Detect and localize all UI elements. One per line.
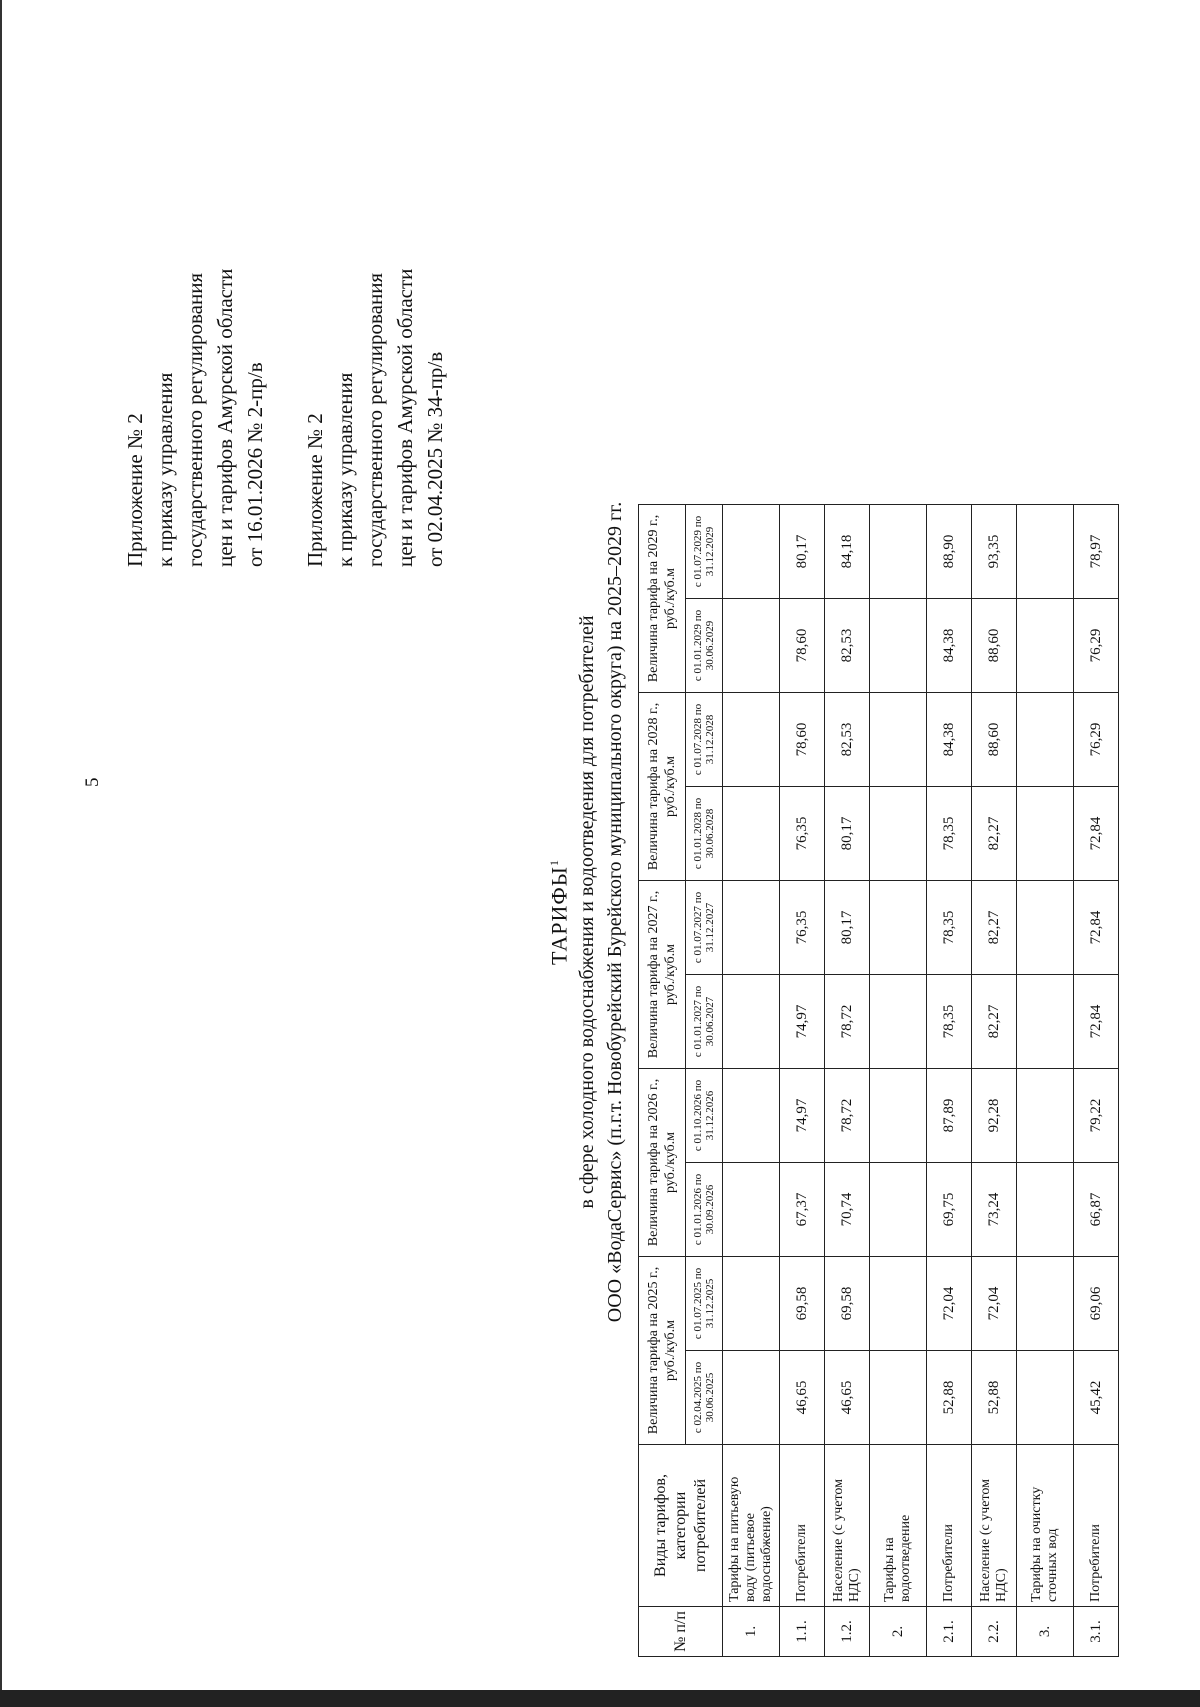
- title-block: [540, 117, 629, 1707]
- title-subtitle-1: в сфере холодного водоснабжения и водоотведения для потребителей: [576, 615, 599, 1209]
- appendix-block-1: [120, 269, 270, 567]
- header-period: с 02.04.2025 по 30.06.2025: [686, 1351, 723, 1445]
- tariff-value-cell: [1017, 1351, 1074, 1445]
- appendix-1-line: к приказу управления: [153, 372, 177, 567]
- header-year-2025: Величина тарифа на 2025 г., руб./куб.м: [639, 1257, 686, 1445]
- appendix-1-line: от 16.01.2026 № 2-пр/в: [243, 362, 267, 567]
- tariff-value-cell: 74,97: [780, 1069, 825, 1163]
- tariff-value-cell: [1017, 599, 1074, 693]
- tariff-value-cell: 78,60: [780, 693, 825, 787]
- tariff-value-cell: 67,37: [780, 1163, 825, 1257]
- row-category: Потребители: [780, 1445, 825, 1607]
- tariff-value-cell: [723, 1069, 780, 1163]
- tariff-value-cell: [723, 787, 780, 881]
- tariff-value-cell: 84,38: [927, 599, 972, 693]
- tariff-value-cell: [870, 1163, 927, 1257]
- tariff-value-cell: 74,97: [780, 975, 825, 1069]
- tariff-value-cell: 52,88: [972, 1351, 1017, 1445]
- header-num: № п/п: [639, 1607, 723, 1657]
- row-number: 1.1.: [780, 1607, 825, 1657]
- header-period: с 01.01.2029 по 30.06.2029: [686, 599, 723, 693]
- tariff-value-cell: [1017, 693, 1074, 787]
- row-category: Потребители: [1074, 1445, 1119, 1607]
- header-period: с 01.07.2029 по 31.12.2029: [686, 505, 723, 599]
- table-body: [723, 505, 1119, 1657]
- table-row: [825, 505, 870, 1657]
- tariff-value-cell: 78,35: [927, 975, 972, 1069]
- tariff-value-cell: 78,97: [1074, 505, 1119, 599]
- tariff-value-cell: 87,89: [927, 1069, 972, 1163]
- tariff-value-cell: 93,35: [972, 505, 1017, 599]
- tariff-value-cell: [870, 599, 927, 693]
- tariff-value-cell: 88,90: [927, 505, 972, 599]
- appendix-2-line: государственного регулирования: [363, 272, 387, 567]
- appendix-block-2: [300, 269, 450, 567]
- tariff-value-cell: 69,58: [825, 1257, 870, 1351]
- header-period: с 01.10.2026 по 31.12.2026: [686, 1069, 723, 1163]
- tariff-value-cell: 78,35: [927, 787, 972, 881]
- tariff-value-cell: 69,75: [927, 1163, 972, 1257]
- tariff-value-cell: [723, 1351, 780, 1445]
- tariff-table: [638, 504, 1119, 1657]
- header-period: с 01.07.2027 по 31.12.2027: [686, 881, 723, 975]
- header-period: с 01.01.2026 по 30.09.2026: [686, 1163, 723, 1257]
- tariff-value-cell: 72,84: [1074, 881, 1119, 975]
- tariff-value-cell: 82,53: [825, 599, 870, 693]
- tariff-value-cell: 82,53: [825, 693, 870, 787]
- tariff-value-cell: 70,74: [825, 1163, 870, 1257]
- header-year-2028: Величина тарифа на 2028 г., руб./куб.м: [639, 693, 686, 881]
- table-section-row: [1017, 505, 1074, 1657]
- row-category: Тарифы на очистку сточных вод: [1017, 1445, 1074, 1607]
- tariff-value-cell: 88,60: [972, 599, 1017, 693]
- row-number: 2.: [870, 1607, 927, 1657]
- tariff-value-cell: [723, 1257, 780, 1351]
- tariff-value-cell: 82,27: [972, 975, 1017, 1069]
- tariff-value-cell: 69,58: [780, 1257, 825, 1351]
- tariff-value-cell: 80,17: [780, 505, 825, 599]
- table-row: [1074, 505, 1119, 1657]
- tariff-value-cell: 88,60: [972, 693, 1017, 787]
- appendix-1-line: Приложение № 2: [123, 413, 147, 567]
- tariff-value-cell: 72,84: [1074, 975, 1119, 1069]
- header-period: с 01.07.2028 по 31.12.2028: [686, 693, 723, 787]
- title-subtitle-2: ООО «ВодаСервис» (п.г.т. Новобурейский Бурейского муниципального округа) на 2025–2029 гг.: [604, 501, 627, 1323]
- tariff-value-cell: [870, 1257, 927, 1351]
- tariff-value-cell: [1017, 881, 1074, 975]
- tariff-value-cell: [723, 505, 780, 599]
- tariff-value-cell: 80,17: [825, 881, 870, 975]
- header-year-2027: Величина тарифа на 2027 г., руб./куб.м: [639, 881, 686, 1069]
- title-footnote-mark: 1: [547, 859, 561, 867]
- tariff-value-cell: [1017, 787, 1074, 881]
- appendix-2-line: к приказу управления: [333, 372, 357, 567]
- tariff-value-cell: 76,35: [780, 881, 825, 975]
- tariff-value-cell: 72,84: [1074, 787, 1119, 881]
- appendix-1-line: государственного регулирования: [183, 272, 207, 567]
- tariff-value-cell: [870, 1069, 927, 1163]
- table-row: [927, 505, 972, 1657]
- tariff-value-cell: 76,35: [780, 787, 825, 881]
- tariff-value-cell: 82,27: [972, 787, 1017, 881]
- appendix-2-line: цен и тарифов Амурской области: [393, 268, 417, 567]
- tariff-value-cell: 80,17: [825, 787, 870, 881]
- appendix-1-line: цен и тарифов Амурской области: [213, 268, 237, 567]
- tariff-value-cell: 78,72: [825, 1069, 870, 1163]
- tariff-value-cell: 45,42: [1074, 1351, 1119, 1445]
- row-category: Тарифы на питьевую воду (питьевое водоснабжение): [723, 1445, 780, 1607]
- tariff-value-cell: 46,65: [825, 1351, 870, 1445]
- tariff-value-cell: 69,06: [1074, 1257, 1119, 1351]
- row-category: Потребители: [927, 1445, 972, 1607]
- tariff-value-cell: [870, 881, 927, 975]
- tariff-value-cell: 66,87: [1074, 1163, 1119, 1257]
- row-number: 3.1.: [1074, 1607, 1119, 1657]
- tariff-value-cell: [1017, 1257, 1074, 1351]
- tariff-value-cell: 52,88: [927, 1351, 972, 1445]
- appendix-2-line: Приложение № 2: [303, 413, 327, 567]
- tariff-value-cell: 46,65: [780, 1351, 825, 1445]
- row-category: Тарифы на водоотведение: [870, 1445, 927, 1607]
- tariff-value-cell: [870, 505, 927, 599]
- tariff-value-cell: [1017, 1163, 1074, 1257]
- tariff-value-cell: [870, 693, 927, 787]
- tariff-value-cell: 76,29: [1074, 693, 1119, 787]
- table-section-row: [723, 505, 780, 1657]
- title-main: ТАРИФЫ: [546, 866, 572, 965]
- row-category: Население (с учетом НДС): [825, 1445, 870, 1607]
- tariff-value-cell: [870, 787, 927, 881]
- tariff-value-cell: 78,60: [780, 599, 825, 693]
- row-number: 3.: [1017, 1607, 1074, 1657]
- tariff-value-cell: 78,35: [927, 881, 972, 975]
- tariff-value-cell: [723, 1163, 780, 1257]
- tariff-value-cell: [1017, 975, 1074, 1069]
- tariff-value-cell: 84,38: [927, 693, 972, 787]
- table-section-row: [870, 505, 927, 1657]
- document-title: [540, 117, 573, 1707]
- tariff-value-cell: 84,18: [825, 505, 870, 599]
- header-period: с 01.07.2025 по 31.12.2025: [686, 1257, 723, 1351]
- table-row: [972, 505, 1017, 1657]
- tariff-value-cell: 72,04: [972, 1257, 1017, 1351]
- tariff-value-cell: [723, 975, 780, 1069]
- tariff-value-cell: 72,04: [927, 1257, 972, 1351]
- header-year-2026: Величина тарифа на 2026 г., руб./куб.м: [639, 1069, 686, 1257]
- tariff-value-cell: [723, 599, 780, 693]
- header-year-2029: Величина тарифа на 2029 г., руб./куб.м: [639, 505, 686, 693]
- tariff-value-cell: [1017, 505, 1074, 599]
- row-number: 1.2.: [825, 1607, 870, 1657]
- tariff-value-cell: [870, 1351, 927, 1445]
- header-period: с 01.01.2027 по 30.06.2027: [686, 975, 723, 1069]
- row-number: 1.: [723, 1607, 780, 1657]
- header-period: с 01.01.2028 по 30.06.2028: [686, 787, 723, 881]
- header-category: Виды тарифов, категории потребителей: [639, 1445, 723, 1607]
- page-number: 5: [82, 777, 103, 787]
- tariff-value-cell: [723, 693, 780, 787]
- tariff-value-cell: [723, 881, 780, 975]
- tariff-value-cell: [1017, 1069, 1074, 1163]
- row-category: Население (с учетом НДС): [972, 1445, 1017, 1607]
- appendix-2-line: от 02.04.2025 № 34-пр/в: [423, 351, 447, 567]
- tariff-value-cell: 79,22: [1074, 1069, 1119, 1163]
- tariff-value-cell: [870, 975, 927, 1069]
- tariff-value-cell: 76,29: [1074, 599, 1119, 693]
- table-row: [780, 505, 825, 1657]
- tariff-value-cell: 73,24: [972, 1163, 1017, 1257]
- tariff-value-cell: 92,28: [972, 1069, 1017, 1163]
- row-number: 2.2.: [972, 1607, 1017, 1657]
- tariff-value-cell: 82,27: [972, 881, 1017, 975]
- row-number: 2.1.: [927, 1607, 972, 1657]
- tariff-value-cell: 78,72: [825, 975, 870, 1069]
